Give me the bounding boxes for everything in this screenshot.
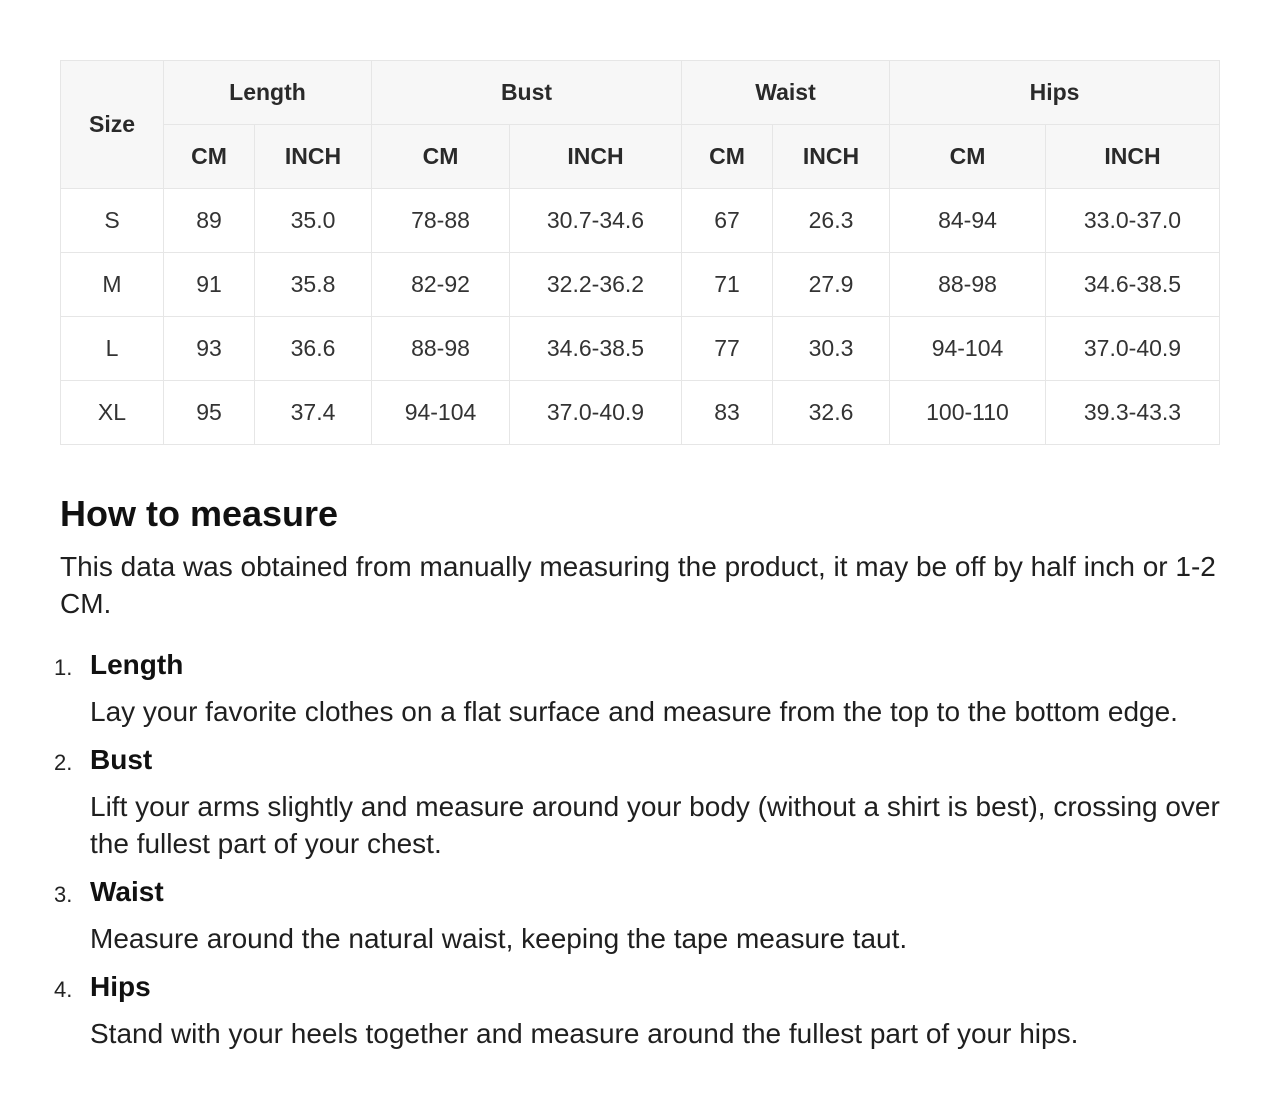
table-row: [61, 253, 1220, 317]
cell-size: M: [61, 253, 164, 317]
step-number: 4.: [54, 977, 73, 1002]
table-cell: 33.0-37.0: [1046, 189, 1220, 253]
table-cell: 82-92: [372, 253, 510, 317]
table-cell: 37.0-40.9: [1046, 317, 1220, 381]
table-cell: 95: [164, 381, 255, 445]
step-title: Hips: [90, 971, 151, 1002]
header-unit: CM: [372, 125, 510, 189]
table-cell: 67: [682, 189, 773, 253]
step-number: 3.: [54, 882, 73, 907]
size-chart-table: [60, 60, 1220, 445]
table-cell: 30.3: [773, 317, 890, 381]
list-item: [54, 741, 1230, 862]
header-bust: Bust: [372, 61, 682, 125]
header-size: Size: [61, 61, 164, 189]
table-cell: 37.4: [255, 381, 372, 445]
table-row: [61, 189, 1220, 253]
table-cell: 91: [164, 253, 255, 317]
table-cell: 39.3-43.3: [1046, 381, 1220, 445]
step-description: Measure around the natural waist, keeping the tape measure taut.: [90, 923, 908, 954]
step-description: Stand with your heels together and measure around the fullest part of your hips.: [90, 1018, 1079, 1049]
table-header-row-units: [61, 125, 1220, 189]
step-title: Length: [90, 649, 184, 680]
table-cell: 93: [164, 317, 255, 381]
size-guide: [54, 60, 1220, 1049]
how-to-measure-heading: How to measure: [60, 493, 339, 534]
header-unit: CM: [164, 125, 255, 189]
header-unit: CM: [682, 125, 773, 189]
table-cell: 94-104: [890, 317, 1046, 381]
header-hips: Hips: [890, 61, 1220, 125]
table-row: [61, 317, 1220, 381]
list-item: [54, 968, 1230, 1052]
header-unit: INCH: [255, 125, 372, 189]
table-header-row-groups: [61, 61, 1220, 125]
table-cell: 100-110: [890, 381, 1046, 445]
cell-size: S: [61, 189, 164, 253]
table-cell: 36.6: [255, 317, 372, 381]
table-cell: 84-94: [890, 189, 1046, 253]
table-cell: 37.0-40.9: [510, 381, 682, 445]
table-cell: 32.6: [773, 381, 890, 445]
table-cell: 27.9: [773, 253, 890, 317]
table-cell: 34.6-38.5: [1046, 253, 1220, 317]
table-cell: 88-98: [372, 317, 510, 381]
table-cell: 30.7-34.6: [510, 189, 682, 253]
measure-steps-list: [54, 646, 1230, 1063]
step-description: Lay your favorite clothes on a flat surface and measure from the top to the bottom edge.: [90, 696, 1178, 727]
how-to-measure-intro: This data was obtained from manually measuring the product, it may be off by half inch or 1-2 CM.: [60, 551, 1216, 619]
cell-size: L: [61, 317, 164, 381]
table-cell: 77: [682, 317, 773, 381]
table-cell: 89: [164, 189, 255, 253]
header-unit: CM: [890, 125, 1046, 189]
step-description: Lift your arms slightly and measure around your body (without a shirt is best), crossing over the fullest part of your chest.: [90, 791, 1220, 859]
table-cell: 88-98: [890, 253, 1046, 317]
table-cell: 71: [682, 253, 773, 317]
table-cell: 78-88: [372, 189, 510, 253]
list-item: [54, 646, 1230, 730]
table-row: [61, 381, 1220, 445]
table-cell: 32.2-36.2: [510, 253, 682, 317]
table-cell: 34.6-38.5: [510, 317, 682, 381]
header-unit: INCH: [773, 125, 890, 189]
table-cell: 26.3: [773, 189, 890, 253]
step-title: Waist: [90, 876, 164, 907]
header-unit: INCH: [1046, 125, 1220, 189]
list-item: [54, 873, 1230, 957]
header-waist: Waist: [682, 61, 890, 125]
step-number: 1.: [54, 655, 73, 680]
table-cell: 83: [682, 381, 773, 445]
step-title: Bust: [90, 744, 153, 775]
header-length: Length: [164, 61, 372, 125]
step-number: 2.: [54, 750, 73, 775]
cell-size: XL: [61, 381, 164, 445]
table-cell: 94-104: [372, 381, 510, 445]
table-cell: 35.8: [255, 253, 372, 317]
header-unit: INCH: [510, 125, 682, 189]
table-cell: 35.0: [255, 189, 372, 253]
